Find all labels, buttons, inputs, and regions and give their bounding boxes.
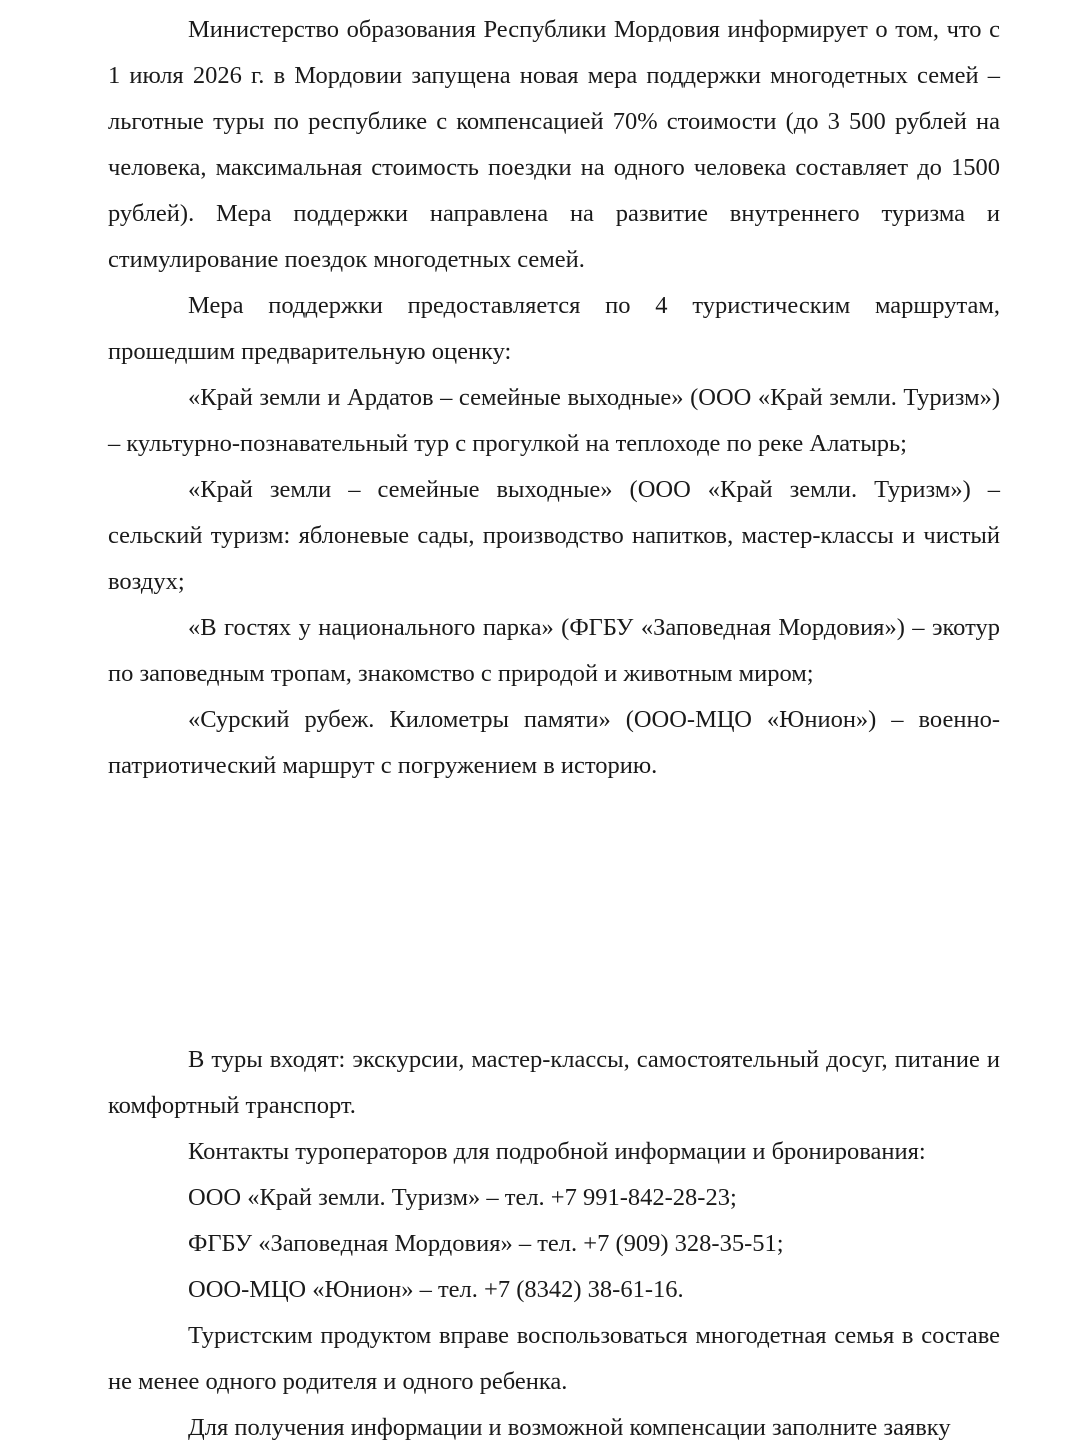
- contact-line-union: ООО-МЦО «Юнион» – тел. +7 (8342) 38-61-16.: [188, 1276, 684, 1303]
- paragraph-route-1: «Край земли и Ардатов – семейные выходные» (ООО «Край земли. Туризм») – культурно-познавательный тур с прогулкой на теплоходе по реке Алатырь;: [108, 384, 1000, 457]
- paragraph-contacts-heading: Контакты туроператоров для подробной информации и бронирования:: [188, 1138, 926, 1165]
- paragraph-route-4: «Сурский рубеж. Километры памяти» (ООО-МЦО «Юнион») – военно-патриотический маршрут с погружением в историю.: [108, 706, 1000, 779]
- paragraph-route-3: «В гостях у национального парка» (ФГБУ «Заповедная Мордовия») – экотур по заповедным тропам, знакомство с природой и животным миром;: [108, 614, 1000, 687]
- paragraph-cut-off: Для получения информации и возможной компенсации заполните заявку: [188, 1414, 951, 1441]
- paragraph-routes-intro: Мера поддержки предоставляется по 4 туристическим маршрутам, прошедшим предварительную оценку:: [108, 292, 1000, 365]
- paragraph-route-2: «Край земли – семейные выходные» (ООО «Край земли. Туризм») – сельский туризм: яблоневые сады, производство напитков, мастер-классы и чистый воздух;: [108, 476, 1000, 595]
- text-block-top: [108, 7, 1000, 789]
- contact-line-kray-zemli: ООО «Край земли. Туризм» – тел. +7 991-842-28-23;: [188, 1184, 737, 1211]
- paragraph-intro: Министерство образования Республики Мордовия информирует о том, что с 1 июля 2026 г. в Мордовии запущена новая мера поддержки многодетных семей – льготные туры по республике с компенсацией 70% стоимости (до 3 500 рублей на человека, максимальная стоимость поездки на одного человека составляет до 1500 рублей). Мера поддержки направлена на развитие внутреннего туризма и стимулирование поездок многодетных семей.: [108, 16, 1000, 273]
- cut-off-line: [108, 1405, 1000, 1441]
- paragraph-eligibility: Туристским продуктом вправе воспользоваться многодетная семья в составе не менее одного родителя и одного ребенка.: [108, 1322, 1000, 1395]
- paragraph-tour-includes: В туры входят: экскурсии, мастер-классы, самостоятельный досуг, питание и комфортный транспорт.: [108, 1046, 1000, 1119]
- contact-line-zapovednaya: ФГБУ «Заповедная Мордовия» – тел. +7 (909) 328-35-51;: [188, 1230, 784, 1257]
- text-block-bottom: [108, 1037, 1000, 1405]
